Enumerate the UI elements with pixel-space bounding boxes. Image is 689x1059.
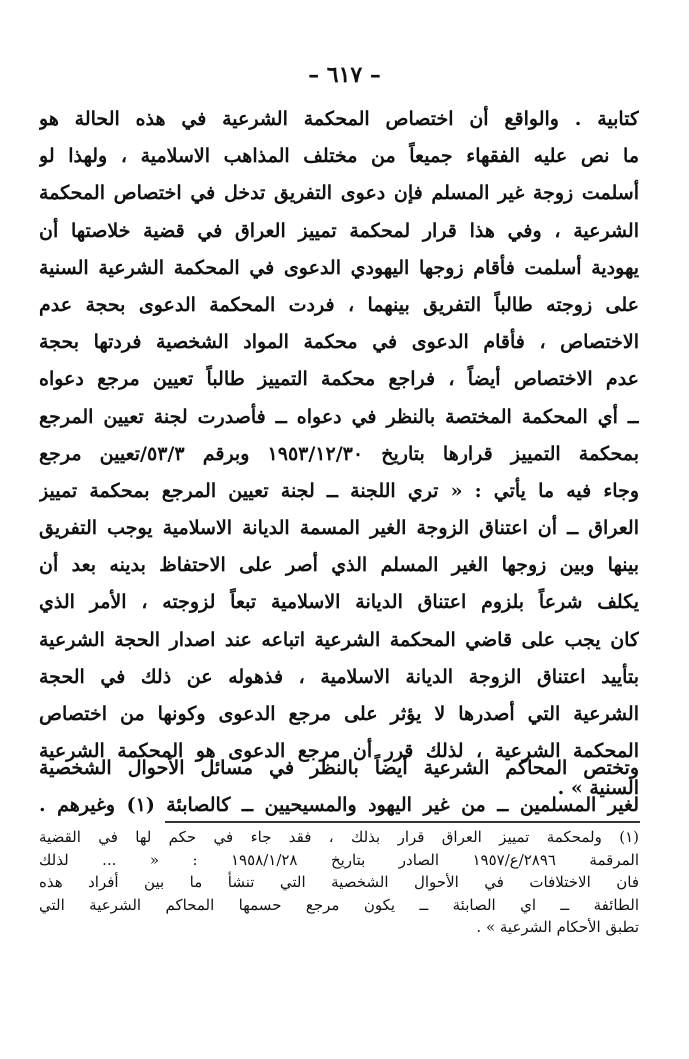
text-line: عدم الاختصاص أيضاً ، فراجع محكمة التمييز طالباً تعيين مرجع دعواه <box>39 368 639 391</box>
text-line: أسلمت زوجة غير المسلم فإن دعوى التفريق تدخل في اختصاص المحكمة <box>39 182 639 205</box>
paragraph-line: وتختص المحاكم الشرعية أيضاً بالنظر في مسائل الأحوال الشخصية <box>39 757 639 779</box>
quotation-line: العراق ــ أن اعتناق الزوجة الغير المسمة الديانة الاسلامية يوجب التفريق <box>39 517 639 540</box>
second-paragraph <box>39 750 639 824</box>
footnote-line: (١) ولمحكمة تمييز العراق قرار بذلك ، فقد جاء في حكم لها في القضية <box>39 828 639 846</box>
page-number: – ٦١٧ – <box>308 62 381 88</box>
text-line: كتابية . والواقع أن اختصاص المحكمة الشرعية في هذه الحالة هو <box>39 108 639 130</box>
footnote-divider <box>165 821 640 823</box>
footnote-line: المرقمة ٢٨٩٦/ع/١٩٥٧ الصادر بتاريخ ١٩٥٨/١/٢٨ : « ... لذلك <box>39 850 639 869</box>
quotation-line: كان يجب على قاضي المحكمة الشرعية اتباعه عند اصدار الحجة الشرعية <box>39 628 639 651</box>
text-line: يهودية أسلمت فأقام زوجها اليهودي الدعوى في المحكمة الشرعية السنية <box>39 256 639 279</box>
text-line: الشرعية ، وفي هذا قرار لمحكمة تمييز العراق في قضية خلاصتها أن <box>39 219 639 242</box>
text-line: الاختصاص ، فأقام الدعوى في محكمة المواد الشخصية فردتها بحجة <box>39 331 639 354</box>
quotation-line: الشرعية التي أصدرها لا يؤثر على مرجع الدعوى وكونها من اختصاص <box>39 703 639 725</box>
quotation-line: المحكمة الشرعية ، لذلك قرر أن مرجع الدعوى هو المحكمة الشرعية <box>39 740 639 763</box>
footnote-line: الطائفة ــ اي الصابئة ــ يكون مرجع حسمها المحاكم الشرعية التي <box>39 895 639 914</box>
quotation-line: وجاء فيه ما يأتي : « تري اللجنة ــ لجنة تعيين المرجع بمحكمة تمييز <box>39 479 639 502</box>
quotation-line: بينها وبين زوجها الغير المسلم الذي أصر على الاحتفاظ بدينه بعد أن <box>39 554 639 577</box>
footnote-line: تطبق الأحكام الشرعية » . <box>476 918 639 937</box>
footnote-line: فان الاختلافات في الأحوال الشخصية التي تنشأ ما بين أفراد هذه <box>39 873 639 892</box>
text-line: ــ أي المحكمة المختصة بالنظر في دعواه ــ فأصدرت لجنة تعيين المرجع <box>39 405 639 428</box>
quotation-end-line: السنية » . <box>557 777 639 800</box>
quotation-line: بتأييد اعتناق الزوجة الديانة الاسلامية ، فذهوله عن ذلك في الحجة <box>39 665 639 688</box>
paragraph-line-with-footnote-marker: لغير المسلمين ــ من غير اليهود والمسيحيين ــ كالصابئة (١) وغيرهم . <box>39 794 639 817</box>
text-line: بمحكمة التمييز قرارها بتاريخ ١٩٥٣/١٢/٣٠ وبرقم ٥٣/٣/تعيين مرجع <box>39 442 639 465</box>
main-text-block <box>39 101 639 808</box>
text-line: على زوجته طالباً التفريق بينهما ، فردت المحكمة الدعوى بحجة عدم <box>39 293 639 316</box>
footnote <box>39 826 639 939</box>
quotation-line: يكلف شرعاً بلزوم اعتناق الديانة الاسلامية تبعاً لزوجته ، الأمر الذي <box>39 591 639 614</box>
text-line: ما نص عليه الفقهاء جميعاً من مختلف المذاهب الاسلامية ، ولهذا لو <box>39 145 639 168</box>
